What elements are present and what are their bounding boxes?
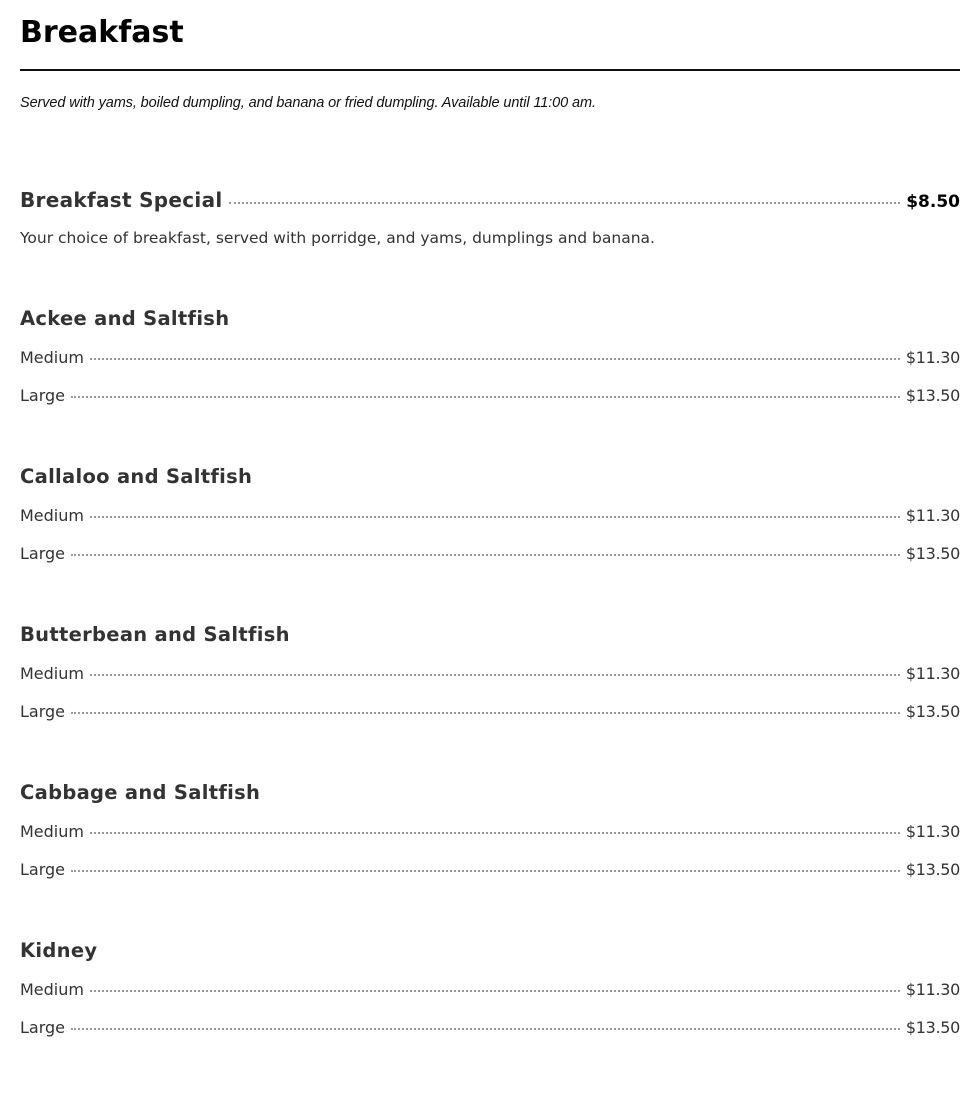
size-row	[20, 971, 960, 1009]
menu-item	[20, 463, 960, 573]
item-price: $8.50	[906, 192, 960, 212]
size-price: $13.50	[905, 386, 960, 405]
section-title: Breakfast	[20, 15, 184, 50]
size-label: Large	[20, 860, 66, 879]
dot-leader	[71, 396, 900, 398]
size-price: $11.30	[905, 506, 960, 525]
size-label: Medium	[20, 822, 84, 841]
size-price: $11.30	[905, 664, 960, 683]
size-row	[20, 535, 960, 573]
menu-item	[20, 621, 960, 731]
size-row	[20, 655, 960, 693]
size-row	[20, 497, 960, 535]
dot-leader	[90, 674, 900, 676]
size-label: Medium	[20, 664, 84, 683]
size-row	[20, 693, 960, 731]
size-price: $11.30	[905, 348, 960, 367]
size-price: $13.50	[905, 1018, 960, 1037]
item-name: Cabbage and Saltfish	[20, 781, 261, 804]
dot-leader	[71, 870, 900, 872]
size-price: $13.50	[905, 544, 960, 563]
size-price: $11.30	[905, 822, 960, 841]
size-row	[20, 851, 960, 889]
size-row	[20, 1009, 960, 1047]
menu-item	[20, 779, 960, 889]
menu-page	[20, 0, 960, 1037]
dot-leader	[229, 202, 901, 204]
size-price: $13.50	[905, 702, 960, 721]
menu-item	[20, 937, 960, 1047]
item-name: Breakfast Special	[20, 188, 223, 212]
dot-leader	[71, 712, 900, 714]
menu-item	[20, 305, 960, 415]
item-description: Your choice of breakfast, served with porridge, and yams, dumplings and banana.	[20, 229, 655, 247]
size-label: Large	[20, 1018, 66, 1037]
dot-leader	[90, 516, 900, 518]
item-name: Callaloo and Saltfish	[20, 465, 253, 488]
size-row	[20, 339, 960, 377]
size-row	[20, 813, 960, 851]
section-divider	[20, 69, 960, 71]
size-row	[20, 377, 960, 415]
size-label: Large	[20, 544, 66, 563]
dot-leader	[90, 832, 900, 834]
menu-item-breakfast-special	[20, 186, 960, 250]
item-name: Kidney	[20, 939, 98, 962]
size-label: Large	[20, 386, 66, 405]
dot-leader	[90, 990, 900, 992]
size-price: $11.30	[905, 980, 960, 999]
item-name: Ackee and Saltfish	[20, 307, 230, 330]
dot-leader	[90, 358, 900, 360]
size-label: Medium	[20, 348, 84, 367]
size-label: Large	[20, 702, 66, 721]
size-label: Medium	[20, 980, 84, 999]
dot-leader	[71, 1028, 900, 1030]
size-price: $13.50	[905, 860, 960, 879]
dot-leader	[71, 554, 900, 556]
section-note: Served with yams, boiled dumpling, and banana or fried dumpling. Available until 11:00 am.	[20, 95, 596, 111]
item-name: Butterbean and Saltfish	[20, 623, 290, 646]
size-label: Medium	[20, 506, 84, 525]
